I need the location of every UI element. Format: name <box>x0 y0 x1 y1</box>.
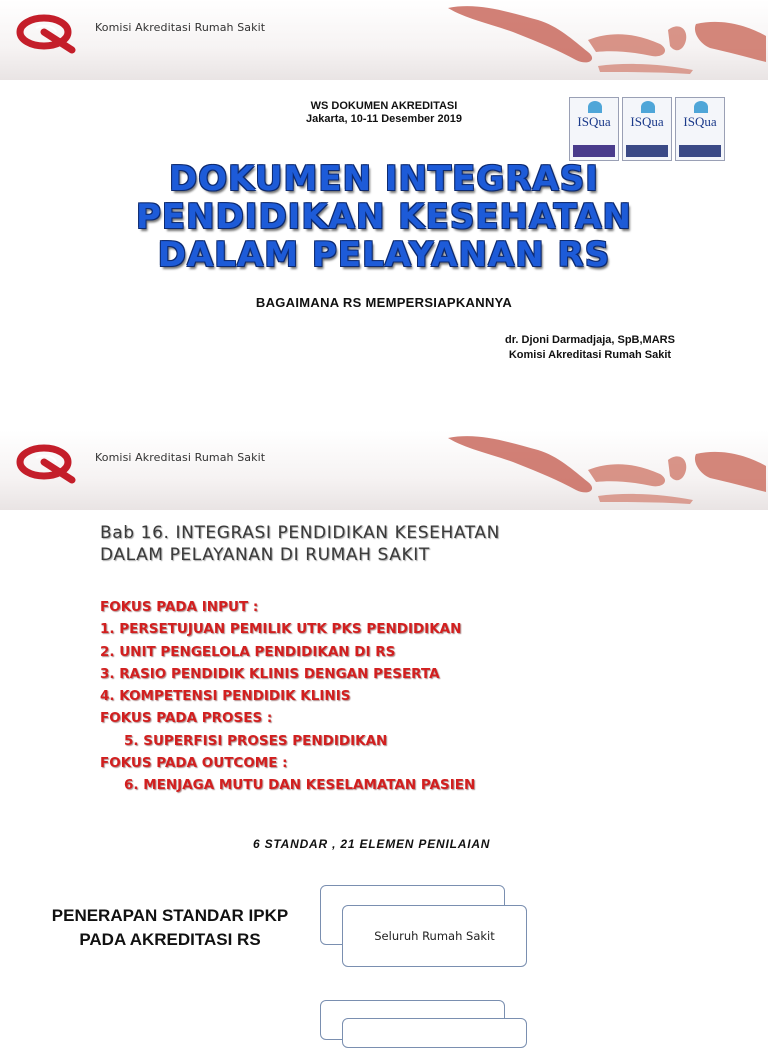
main-title-line-2: PENDIDIKAN KESEHATAN <box>135 197 633 237</box>
focus-outcome-heading: FOKUS PADA OUTCOME : <box>100 755 288 772</box>
chapter-heading-line-1: Bab 16. INTEGRASI PENDIDIKAN KESEHATAN <box>100 523 500 543</box>
author-name: dr. Djoni Darmadjaja, SpB,MARS <box>505 334 675 346</box>
indonesia-map-icon <box>438 430 768 510</box>
list-item: 3. RASIO PENDIDIK KLINIS DENGAN PESERTA <box>100 665 440 682</box>
isqua-standards-badge: ISQua <box>622 97 672 161</box>
slide-3-title <box>30 904 310 952</box>
event-info <box>200 100 568 126</box>
main-title-line-3: DALAM PELAYANAN RS <box>157 235 611 275</box>
slide-3-title-line-1: PENERAPAN STANDAR IPKP <box>51 906 289 925</box>
org-name: Komisi Akreditasi Rumah Sakit <box>95 21 266 34</box>
org-name: Komisi Akreditasi Rumah Sakit <box>95 451 266 464</box>
diagram-box-seluruh-rs <box>342 905 527 967</box>
isqua-surveyor-badge: ISQua <box>675 97 725 161</box>
slide-3-title-line-2: PADA AKREDITASI RS <box>79 930 261 949</box>
chapter-heading-line-2: DALAM PELAYANAN DI RUMAH SAKIT <box>100 545 430 565</box>
diagram-box-2 <box>342 1018 527 1048</box>
focus-process-heading: FOKUS PADA PROSES : <box>100 710 273 727</box>
subtitle: BAGAIMANA RS MEMPERSIAPKANNYA <box>255 295 513 310</box>
main-title-line-1: DOKUMEN INTEGRASI <box>169 159 599 199</box>
kars-logo-icon <box>14 440 82 484</box>
standards-summary: 6 STANDAR , 21 ELEMEN PENILAIAN <box>253 837 491 851</box>
isqua-badges <box>569 97 725 161</box>
focus-input-heading: FOKUS PADA INPUT : <box>100 599 259 615</box>
list-item: 2. UNIT PENGELOLA PENDIDIKAN DI RS <box>100 643 396 660</box>
isqua-organisation-badge: ISQua <box>569 97 619 161</box>
list-item: 5. SUPERFISI PROSES PENDIDIKAN <box>124 732 388 749</box>
event-title: WS DOKUMEN AKREDITASI <box>310 100 458 112</box>
author-block <box>505 333 675 363</box>
list-item: 6. MENJAGA MUTU DAN KESELAMATAN PASIEN <box>124 777 476 794</box>
focus-list <box>100 596 475 797</box>
list-item: 4. KOMPETENSI PENDIDIK KLINIS <box>100 688 351 705</box>
list-item: 1. PERSETUJUAN PEMILIK UTK PKS PENDIDIKAN <box>100 621 462 638</box>
author-org: Komisi Akreditasi Rumah Sakit <box>508 349 672 361</box>
event-date: Jakarta, 10-11 Desember 2019 <box>306 113 462 125</box>
header-banner <box>0 430 768 510</box>
chapter-heading <box>100 522 500 566</box>
header-banner <box>0 0 768 80</box>
diagram-box-label: Seluruh Rumah Sakit <box>374 929 495 943</box>
slide-1 <box>0 0 768 390</box>
indonesia-map-icon <box>438 0 768 80</box>
main-title <box>0 160 768 274</box>
kars-logo-icon <box>14 10 82 54</box>
